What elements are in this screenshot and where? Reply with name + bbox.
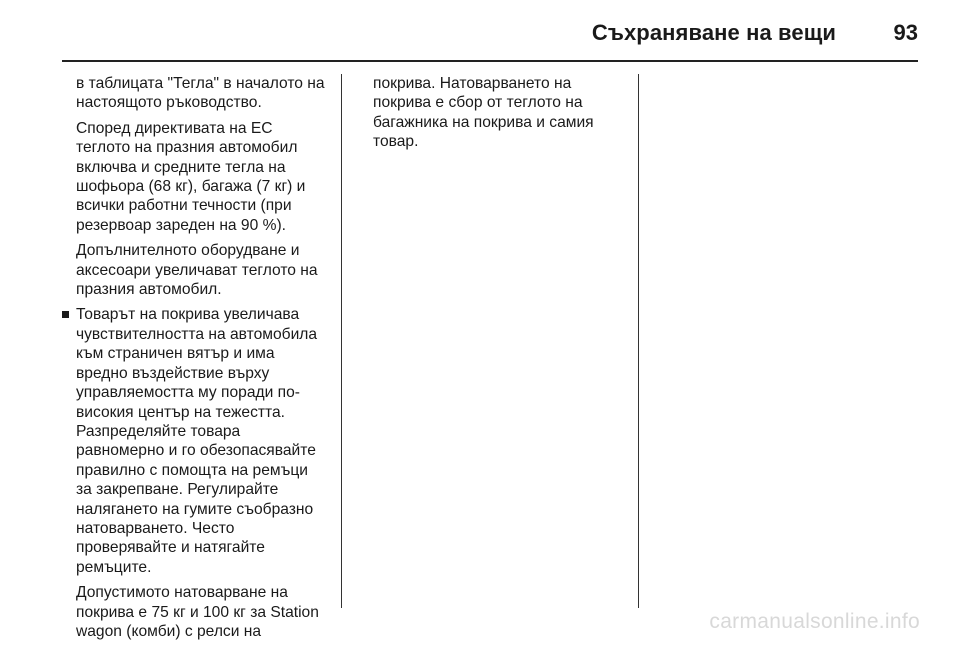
bullet-item	[62, 305, 328, 577]
paragraph: Допустимото натоварване на покрива е 75 кг и 100 кг за Station wagon (комби) с релси на	[76, 584, 319, 640]
bullet-text: Товарът на покрива увеличава чувствителността на автомобила към страничен вятър и има вредно въздействие върху управляемостта му поради по-високия център на тежестта. Разпределяйте товара равномерно и го обезопасявайте правилно с помощта на ремъци за закрепване. Регулирайте наляганeто на гумите съобразно натоварването. Често проверявайте и натягайте ремъците.	[76, 306, 318, 576]
paragraph: Според директивата на ЕС теглото на празния автомобил включва и средните тегла на шофьора (68 кг), багажа (7 кг) и всички работни течности (при резервоар зареден на 90 %).	[76, 119, 306, 234]
text-column-2	[373, 74, 631, 158]
column-divider	[638, 74, 639, 608]
page-header	[62, 14, 918, 62]
text-column-1	[62, 74, 328, 647]
paragraph: Допълнителното оборудване и аксесоари увеличават теглото на празния автомобил.	[76, 242, 318, 299]
paragraph: покрива. Натоварването на покрива е сбор от теглото на багажника на покрива и самия товар.	[373, 75, 594, 151]
paragraph: в таблицата "Тегла" в началото на настоящото ръководство.	[76, 75, 325, 112]
section-title: Съхраняване на вещи	[591, 20, 836, 45]
page-number: 93	[893, 20, 918, 45]
watermark: carmanualsonline.info	[709, 610, 920, 633]
bullet-square-icon	[62, 311, 69, 318]
column-divider	[341, 74, 342, 608]
